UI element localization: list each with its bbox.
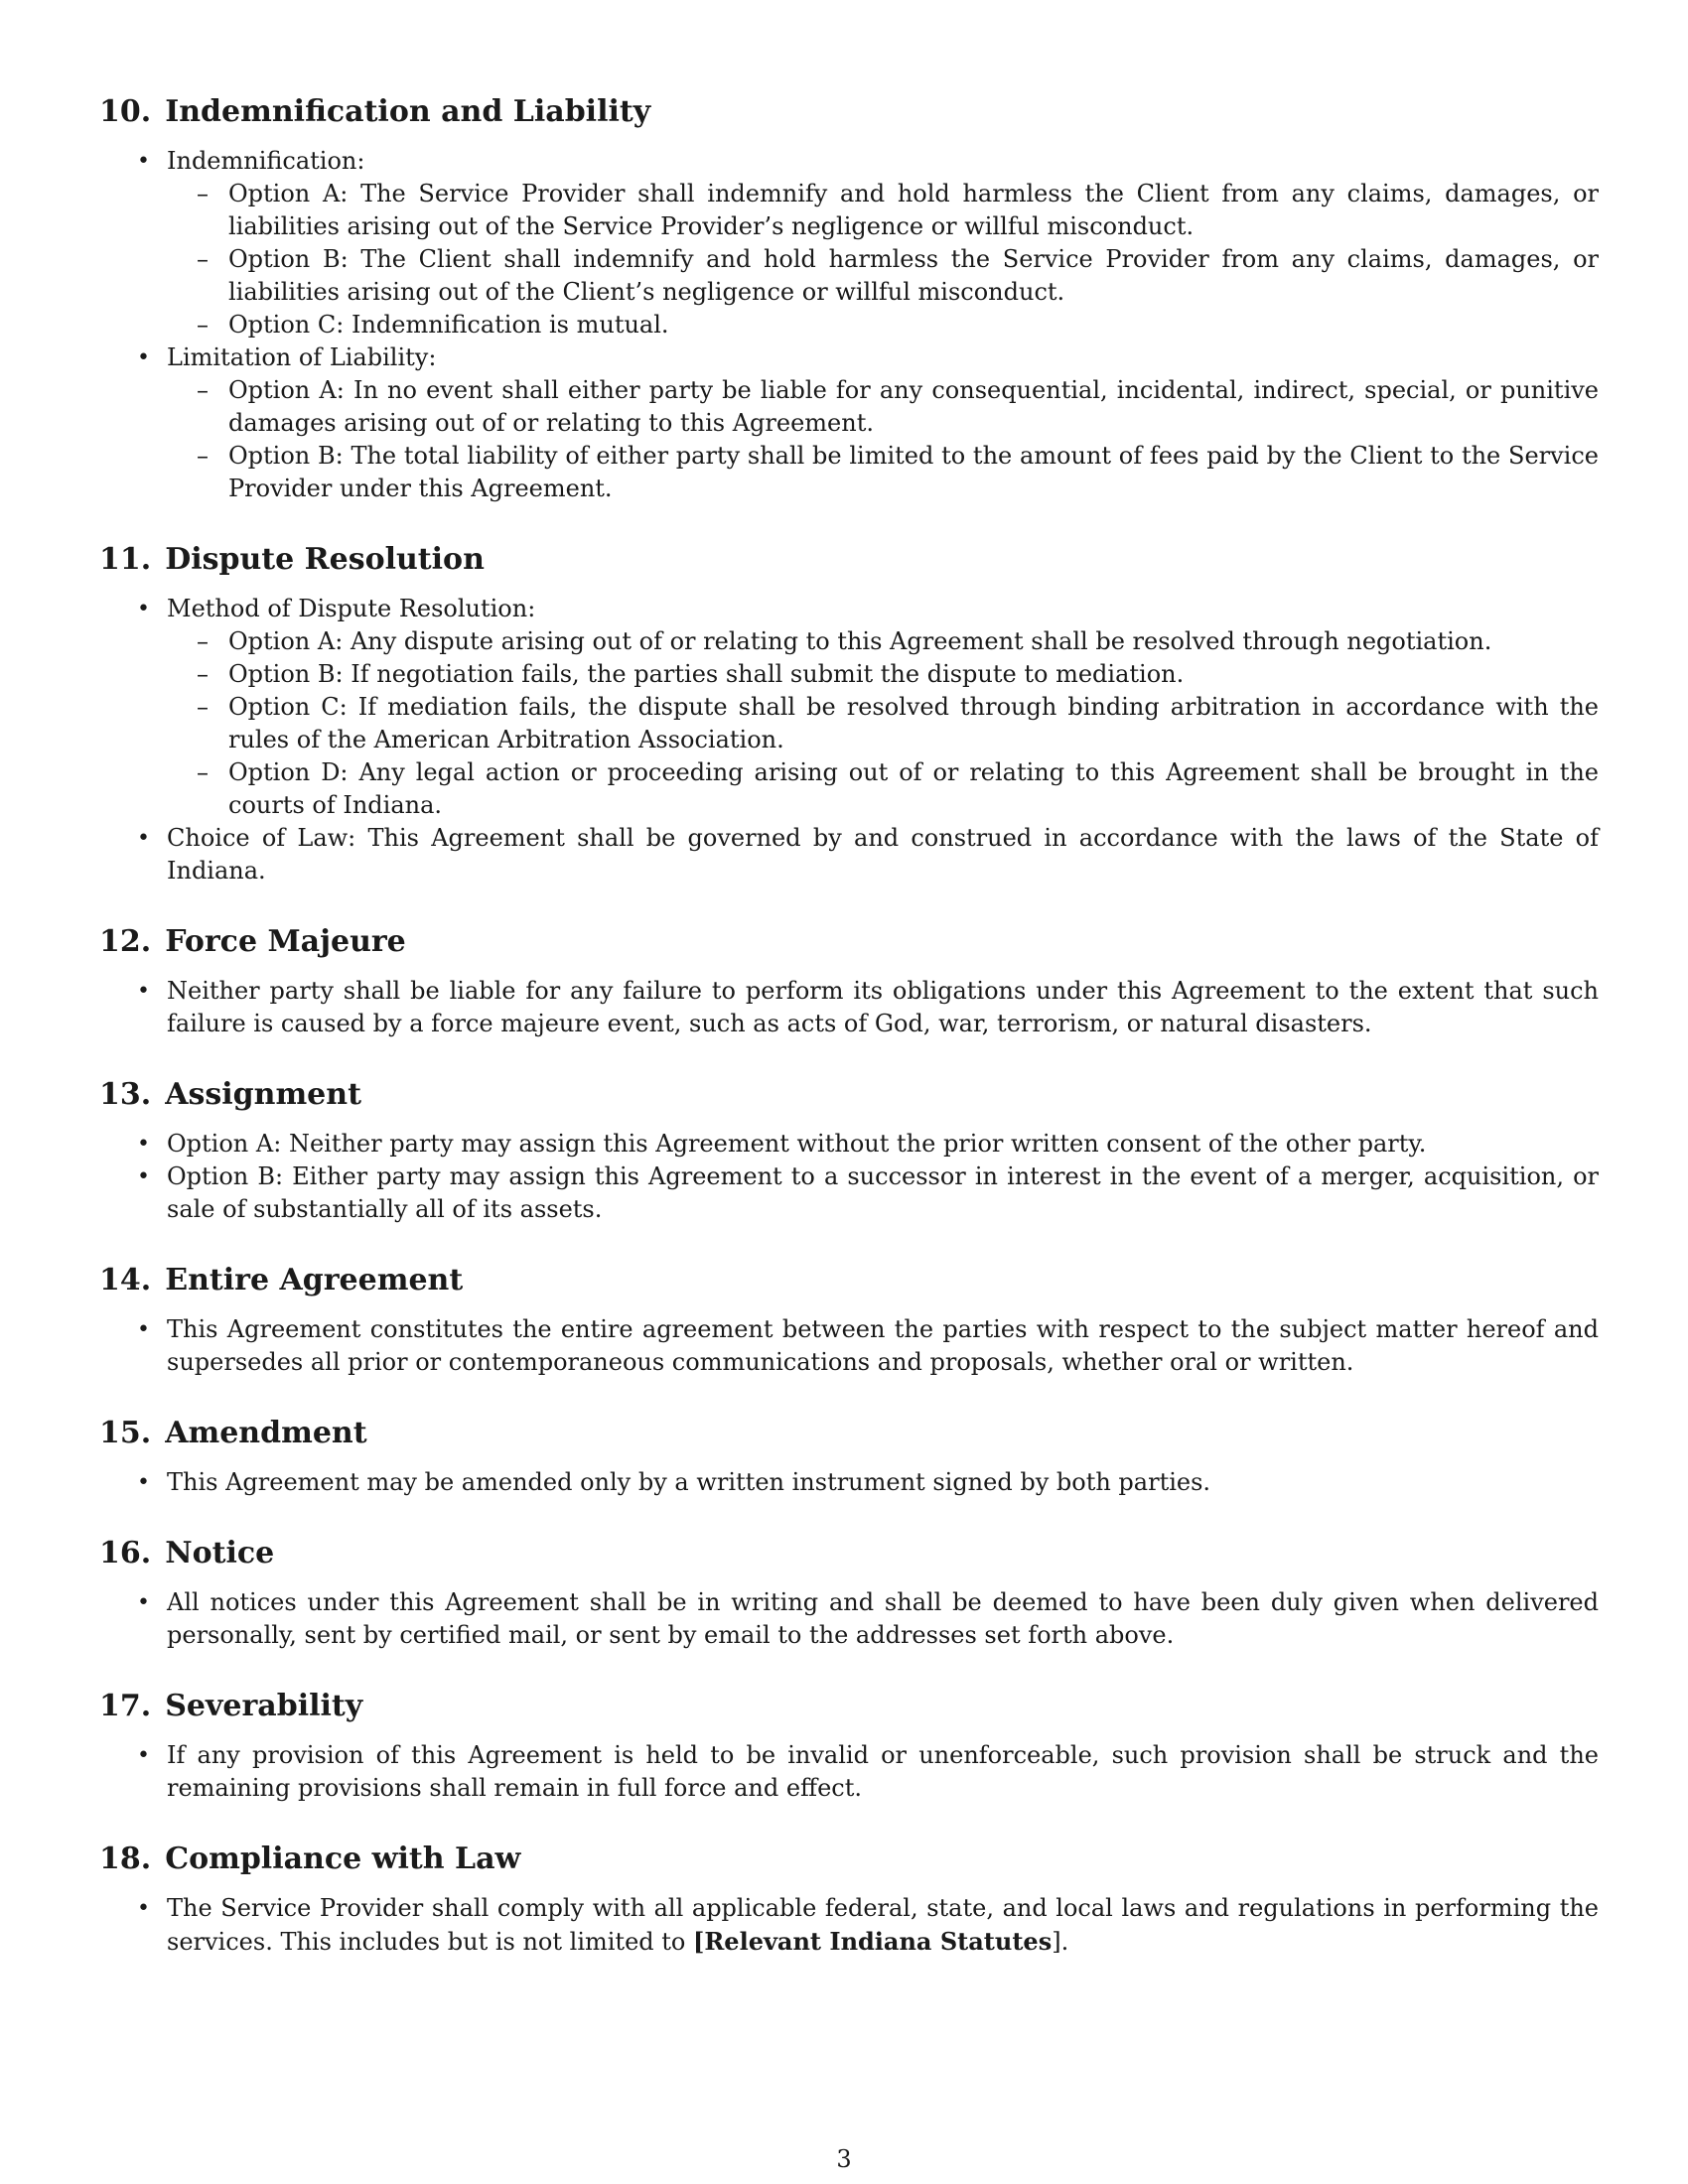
bullet-list bbox=[99, 1313, 1599, 1379]
section-heading bbox=[99, 1533, 1599, 1574]
list-item bbox=[167, 822, 1599, 887]
sub-list-item: – Option A: In no event shall either party be liable for any consequential, incidental, indirect, special, or punitive damages arising out of or relating to this Agreement. bbox=[228, 374, 1599, 440]
section-number: 17. bbox=[99, 1689, 152, 1723]
bracket-close: ]. bbox=[1052, 1928, 1069, 1956]
section-heading bbox=[99, 1686, 1599, 1727]
list-item bbox=[167, 975, 1599, 1040]
sections-container bbox=[99, 91, 1599, 1959]
document-page bbox=[99, 91, 1599, 1992]
section-10 bbox=[99, 91, 1599, 505]
item-text: Neither party shall be liable for any failure to perform its obligations under this Agreement to the extent that such failure is caused by a force majeure event, such as acts of God, war, terrorism, or natural disasters. bbox=[167, 977, 1599, 1037]
bullet-list bbox=[99, 975, 1599, 1040]
list-item bbox=[167, 593, 1599, 822]
sub-list-item: – Option A: Any dispute arising out of or relating to this Agreement shall be resolved through negotiation. bbox=[228, 625, 1599, 658]
section-heading bbox=[99, 1839, 1599, 1880]
sub-list-item: – Option D: Any legal action or proceeding arising out of or relating to this Agreement shall be brought in the courts of Indiana. bbox=[228, 756, 1599, 822]
section-title: Dispute Resolution bbox=[165, 542, 485, 577]
section-heading bbox=[99, 921, 1599, 963]
section-title: Entire Agreement bbox=[165, 1263, 464, 1297]
bullet-list bbox=[99, 1586, 1599, 1652]
section-number: 11. bbox=[99, 542, 152, 577]
section-13 bbox=[99, 1074, 1599, 1226]
section-number: 14. bbox=[99, 1263, 152, 1297]
bullet-list bbox=[99, 145, 1599, 505]
section-number: 10. bbox=[99, 94, 152, 129]
sub-list-item: – Option C: If mediation fails, the dispute shall be resolved through binding arbitration in accordance with the rules of the American Arbitration Association. bbox=[228, 691, 1599, 756]
sub-list bbox=[167, 374, 1599, 505]
bullet-list bbox=[99, 1892, 1599, 1959]
item-text: The Service Provider shall comply with all applicable federal, state, and local laws and regulations in performing the services. This includes but is not limited to bbox=[167, 1894, 1599, 1956]
section-number: 15. bbox=[99, 1416, 152, 1450]
section-14 bbox=[99, 1260, 1599, 1379]
section-11 bbox=[99, 539, 1599, 887]
list-item bbox=[167, 1128, 1599, 1160]
section-number: 16. bbox=[99, 1536, 152, 1570]
bullet-list bbox=[99, 593, 1599, 887]
section-heading bbox=[99, 1260, 1599, 1301]
list-item bbox=[167, 1892, 1599, 1959]
list-item bbox=[167, 1586, 1599, 1652]
list-item bbox=[167, 1466, 1599, 1499]
list-item bbox=[167, 1160, 1599, 1226]
list-item bbox=[167, 1739, 1599, 1805]
sub-list-item: – Option A: The Service Provider shall indemnify and hold harmless the Client from any claims, damages, or liabilities arising out of the Service Provider’s negligence or willful misconduct. bbox=[228, 178, 1599, 243]
section-18 bbox=[99, 1839, 1599, 1959]
section-title: Notice bbox=[165, 1536, 275, 1570]
section-title: Force Majeure bbox=[165, 924, 406, 959]
section-title: Severability bbox=[165, 1689, 363, 1723]
sub-list-item: – Option B: The total liability of either party shall be limited to the amount of fees paid by the Client to the Service Provider under this Agreement. bbox=[228, 440, 1599, 505]
item-text: All notices under this Agreement shall be in writing and shall be deemed to have been duly given when delivered personally, sent by certified mail, or sent by email to the addresses set forth above. bbox=[167, 1588, 1599, 1649]
section-heading bbox=[99, 539, 1599, 581]
section-heading bbox=[99, 1413, 1599, 1454]
item-text: Limitation of Liability: bbox=[167, 343, 437, 371]
section-number: 18. bbox=[99, 1842, 152, 1876]
section-number: 12. bbox=[99, 924, 152, 959]
section-title: Assignment bbox=[165, 1077, 361, 1112]
section-12 bbox=[99, 921, 1599, 1040]
section-title: Compliance with Law bbox=[165, 1842, 521, 1876]
bullet-list bbox=[99, 1466, 1599, 1499]
section-title: Indemnification and Liability bbox=[165, 94, 651, 129]
sub-list bbox=[167, 625, 1599, 822]
placeholder-text: Relevant Indiana Statutes bbox=[704, 1927, 1053, 1956]
sub-list-item: – Option B: If negotiation fails, the parties shall submit the dispute to mediation. bbox=[228, 658, 1599, 691]
sub-list-item: – Option C: Indemnification is mutual. bbox=[228, 309, 1599, 341]
section-title: Amendment bbox=[165, 1416, 367, 1450]
item-text: Method of Dispute Resolution: bbox=[167, 595, 536, 622]
item-text: This Agreement constitutes the entire agreement between the parties with respect to the subject matter hereof and supersedes all prior or contemporaneous communications and proposals, whether oral or written. bbox=[167, 1315, 1599, 1376]
sub-list-item: – Option B: The Client shall indemnify and hold harmless the Service Provider from any claims, damages, or liabilities arising out of the Client’s negligence or willful misconduct. bbox=[228, 243, 1599, 309]
item-text: Choice of Law: This Agreement shall be governed by and construed in accordance with the laws of the State of Indiana. bbox=[167, 824, 1599, 885]
item-text: Option A: Neither party may assign this Agreement without the prior written consent of the other party. bbox=[167, 1130, 1427, 1158]
item-text: Option B: Either party may assign this Agreement to a successor in interest in the event of a merger, acquisition, or sale of substantially all of its assets. bbox=[167, 1162, 1599, 1223]
item-text: Indemnification: bbox=[167, 147, 365, 175]
section-17 bbox=[99, 1686, 1599, 1805]
sub-list bbox=[167, 178, 1599, 341]
item-text: This Agreement may be amended only by a written instrument signed by both parties. bbox=[167, 1468, 1211, 1496]
section-heading bbox=[99, 91, 1599, 133]
list-item bbox=[167, 1313, 1599, 1379]
bracket-open: [ bbox=[693, 1927, 705, 1956]
item-text: If any provision of this Agreement is held to be invalid or unenforceable, such provision shall be struck and the remaining provisions shall remain in full force and effect. bbox=[167, 1741, 1599, 1802]
list-item bbox=[167, 341, 1599, 505]
section-16 bbox=[99, 1533, 1599, 1652]
page-number: 3 bbox=[836, 2145, 852, 2173]
section-heading bbox=[99, 1074, 1599, 1116]
list-item bbox=[167, 145, 1599, 341]
bullet-list bbox=[99, 1128, 1599, 1226]
section-number: 13. bbox=[99, 1077, 152, 1112]
bullet-list bbox=[99, 1739, 1599, 1805]
section-15 bbox=[99, 1413, 1599, 1499]
